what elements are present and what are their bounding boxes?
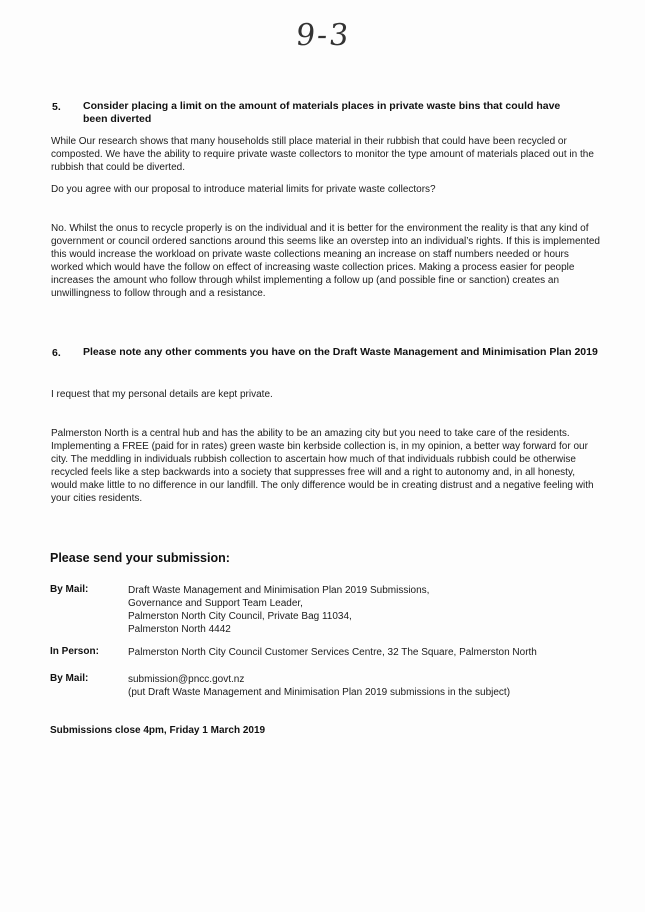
question-6-title: Please note any other comments you have on the Draft Waste Management and Minimisation Plan 2019: [83, 346, 598, 358]
mail-address-line: Governance and Support Team Leader,: [128, 598, 303, 609]
question-5-answer: No. Whilst the onus to recycle properly is on the individual and it is better for the environment the reality is that any kind of government or council ordered sanctions around this seems like an overstep into an individual’s rights. If this is implemented this would increase the workload on private waste collections meaning an increase on staff numbers needed or hours worked which would have the follow on effect of increasing waste collection prices. Making a process easier for people increases the amount who follow through whilst implementing a follow up (and possible fine or sanction) creates an unwillingness to follow through and a resistance.: [51, 223, 600, 299]
mail-address-line: Palmerston North City Council, Private Bag 11034,: [128, 611, 352, 622]
email-subject-note: (put Draft Waste Management and Minimisation Plan 2019 submissions in the subject): [128, 687, 511, 698]
question-6-number: 6.: [52, 347, 61, 359]
submission-heading: Please send your submission:: [50, 551, 230, 565]
mail-address-line: Palmerston North 4442: [128, 624, 231, 635]
question-5-prompt: Do you agree with our proposal to introduce material limits for private waste collectors?: [51, 184, 436, 195]
email-block: [128, 673, 608, 699]
mail-label: By Mail:: [50, 584, 89, 595]
in-person-address: Palmerston North City Council Customer Services Centre, 32 The Square, Palmerston North: [128, 647, 537, 658]
mail-address-block: [128, 584, 608, 636]
handwritten-page-number: 9-3: [294, 18, 353, 53]
privacy-request: I request that my personal details are kept private.: [51, 389, 273, 400]
mail-address-line: Draft Waste Management and Minimisation Plan 2019 Submissions,: [128, 585, 430, 596]
question-5-intro: While Our research shows that many households still place material in their rubbish that could have been recycled or composted. We have the ability to require private waste collectors to monitor the type amount of materials placed out in the rubbish that could be diverted.: [51, 136, 594, 173]
in-person-label: In Person:: [50, 646, 99, 657]
question-5-title: Consider placing a limit on the amount of materials places in private waste bins that could have been diverted: [83, 100, 561, 125]
question-5-number: 5.: [52, 101, 61, 113]
submission-deadline: Submissions close 4pm, Friday 1 March 2019: [50, 725, 266, 736]
question-6-comments: Palmerston North is a central hub and has the ability to be an amazing city but you need to take care of the residents. Implementing a FREE (paid for in rates) green waste bin kerbside collection is, in my opinion, a better way forward for our city. The meddling in individuals rubbish collection to ascertain how much of that individuals rubbish could be otherwise recycled feels like a step backwards into a society that suppresses free will and a right to autonomy and, in all honesty, would make little to no difference in our landfill. The only difference would be in creating distrust and a negative feeling with your cities residents.: [51, 428, 594, 504]
email-link[interactable]: submission@pncc.govt.nz: [128, 674, 245, 685]
email-label: By Mail:: [50, 673, 89, 684]
